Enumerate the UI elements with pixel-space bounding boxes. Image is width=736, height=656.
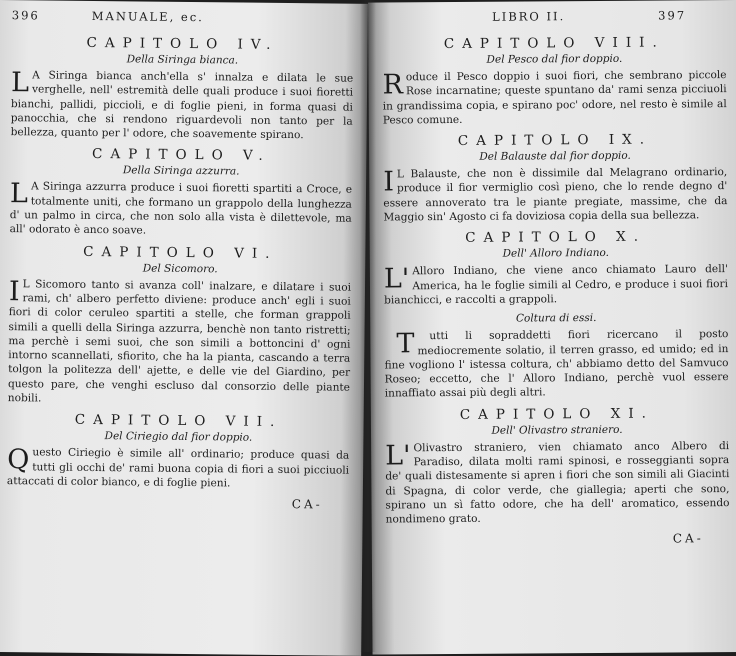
chapter-heading: CAPITOLO X. — [465, 229, 647, 247]
chapter-subtitle: Del Ciriegio dal fior doppio. — [104, 430, 253, 445]
paragraph: IL Sicomoro tanto si avanza coll' inalzare, e dilatare i suoi rami, ch' albero perfetto diviene: produce anch' egli i suoi fiori di color ceruleo spartiti a stelle, che forman grappoli simili a quelli della Siringa azzurra, benchè non tanto ristretti; ma perchè i semi suoi, che son simili a bottoncini d' ogni intorno scannellati, sfiorito, che ha la pianta, cascando a terra tolgon la politezza dell' ajette, e delle vie del Giardino, per questo pare, che venghi escluso dal consorzio delle piante nobili. — [7, 275, 352, 405]
paragraph: IL Balauste, che non è dissimile dal Melagrano ordinario, produce il fior vermiglio così pieno, che lo rende degno d' essere annoverato tra le piante pregiate, massime, che da Maggio sin' Agosto ci fa doviziosa copia della sua bellezza. — [383, 166, 728, 224]
paragraph: Questo Ciriegio è simile all' ordinario; produce quasi da tutti gli occhi de' rami buona copia di fiori a suoi picciuoli attaccati di color bianco, e di foglie pieni. — [6, 444, 350, 490]
paragraph: Tutti li sopraddetti fiori ricercano il posto mediocremente solatio, il terren grasso, ed umido; ed in fine vogliono l' istessa coltura, ch' abbiamo detto del Samvuco Roseo; eccetto, che l' Alloro Indiano, perchè vuol essere innaffiato assai più degli altri. — [384, 328, 729, 400]
paragraph: LA Siringa azzurra produce i suoi fioretti spartiti a Croce, e totalmente uniti, che formano un grappolo della lunghezza d' un palmo in circa, che non solo alla vista è dilettevole, ma all' odorato è anco soave. — [9, 178, 353, 237]
chapter-heading: CAPITOLO IX. — [457, 131, 653, 150]
chapter-heading: CAPITOLO V. — [92, 146, 271, 165]
chapter-subtitle: Dell' Alloro Indiano. — [502, 247, 609, 261]
chapter-subtitle: Del Sicomoro. — [142, 262, 218, 275]
catchword: CA- — [291, 497, 323, 512]
section-subtitle: Coltura di essi. — [515, 312, 597, 325]
chapter-subtitle: Della Siringa azzurra. — [122, 164, 240, 179]
chapter-heading: CAPITOLO XI. — [459, 405, 655, 423]
catchword: CA- — [672, 530, 704, 545]
running-head — [12, 8, 354, 32]
chapter-subtitle: Dell' Olivastro straniero. — [491, 423, 623, 437]
right-page — [368, 0, 736, 655]
page-number: 397 — [658, 8, 687, 23]
page-number: 396 — [11, 8, 40, 23]
chapter-heading: CAPITOLO VII. — [74, 412, 283, 431]
chapter-heading: CAPITOLO VIII. — [443, 34, 665, 53]
chapter-heading: CAPITOLO IV. — [86, 34, 279, 53]
chapter-subtitle: Della Siringa bianca. — [126, 53, 239, 67]
paragraph: L'Olivastro straniero, vien chiamato anco Albero di Paradiso, dilata molti rami spinosi, e rosseggianti sopra de' quali distesamente si apren i fiori che son simili ali Giacinti di Spagna, di color verde, che giallegia; aperti che sono, spirano un sì fatto odore, che ha dell' aromatico, essendo nondimeno grato. — [385, 439, 730, 526]
book-gutter — [360, 0, 376, 652]
paragraph: LA Siringa bianca anch'ella s' innalza e dilata le sue verghelle, nell' estremità delle quali produce i suoi fioretti bianchi, pallidi, piccioli, e di foglie pieni, in forma quasi di panocchia, che si rendono riguardevoli non tanto per la bellezza, quanto per l' odore, che soavemente spirano. — [10, 67, 354, 142]
chapter-subtitle: Del Pesco dal fior doppio. — [486, 52, 623, 66]
chapter-heading: CAPITOLO VI. — [83, 243, 278, 262]
paragraph: Roduce il Pesco doppio i suoi fiori, che sembrano piccole Rose incarnatine; queste spuntano da' rami senza picciuoli in grandissima copia, e spirano poc' odore, nel resto è simile al Pesco comune. — [382, 69, 727, 127]
running-title: MANUALE, ec. — [91, 8, 204, 25]
chapter-subtitle: Del Balauste dal fior doppio. — [479, 149, 631, 163]
running-title: LIBRO II. — [492, 9, 566, 24]
paragraph: L'Alloro Indiano, che viene anco chiamato Lauro dell' America, ha le foglie simili al Cedro, e produce i suoi fiori bianchicci, e raccolti a grappoli. — [383, 263, 729, 307]
running-head — [382, 8, 726, 30]
